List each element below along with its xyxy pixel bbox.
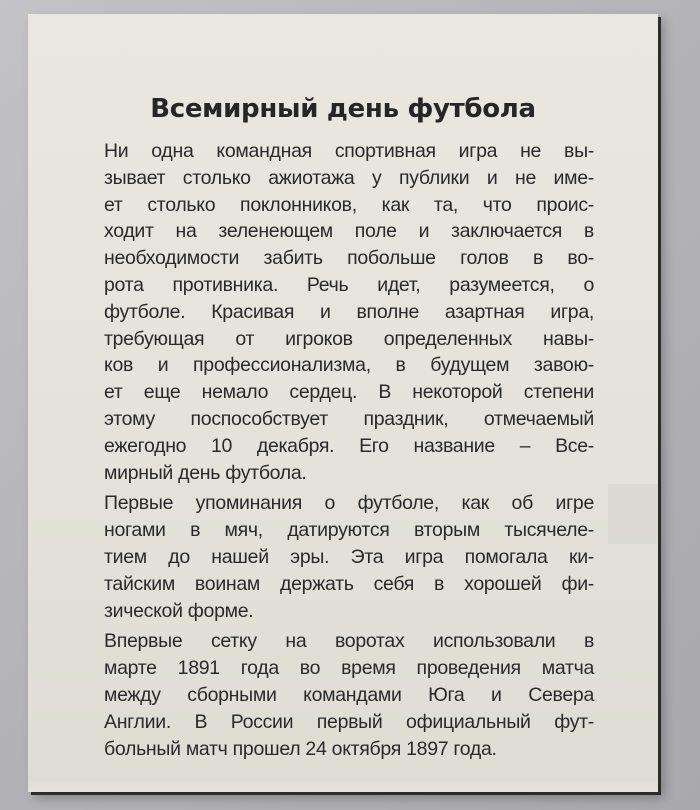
text-line: этому поспособствует праздник, отмечаемый — [104, 407, 594, 430]
text-line: между сборными командами Юга и Севера — [104, 683, 594, 706]
text-line: Англии. В России первый официальный фут- — [104, 710, 594, 733]
text-line: требующая от игроков определенных навы- — [104, 327, 594, 350]
text-line: ежегодно 10 декабря. Его название – Все- — [104, 434, 594, 457]
text-line: Первые упоминания о футболе, как об игре — [104, 492, 594, 515]
text-line: Впервые сетку на воротах использовали в — [104, 630, 594, 653]
paragraph-3 — [104, 628, 594, 762]
text-line: ет еще немало сердец. В некоторой степени — [104, 381, 594, 404]
paragraph-1 — [104, 138, 594, 486]
text-line: Ни одна командная спортивная игра не вы- — [104, 140, 594, 162]
text-line: зической форме. — [104, 599, 254, 622]
text-line: зывает столько ажиотажа у публики и не име- — [104, 166, 594, 189]
text-line: ходит на зеленеющем поле и заключается в — [104, 220, 594, 243]
text-line: больный матч прошел 24 октября 1897 года. — [104, 737, 497, 760]
text-line: тием до нашей эры. Эта игра помогала ки- — [104, 545, 594, 568]
newspaper-clipping — [28, 14, 658, 792]
text-line: необходимости забить побольше голов в во- — [104, 247, 594, 270]
text-line: ков и профессионализма, в будущем завою- — [104, 354, 594, 377]
text-line: марте 1891 года во время проведения матча — [104, 657, 594, 680]
text-line: мирный день футбола. — [104, 461, 307, 484]
paragraph-2 — [104, 490, 594, 624]
text-line: ногами в мяч, датируются вторым тысячеле- — [104, 519, 594, 542]
text-line: ет столько поклонников, как та, что проис- — [104, 193, 594, 216]
torn-edge — [28, 780, 658, 792]
text-line: тайским воинам держать себя в хорошей фи- — [104, 572, 594, 595]
text-line: футболе. Красивая и вполне азартная игра, — [104, 300, 594, 323]
text-line: рота противника. Речь идет, разумеется, о — [104, 273, 594, 296]
article-title: Всемирный день футбола — [150, 94, 536, 124]
article-body — [104, 138, 594, 762]
print-bleed-through — [608, 484, 658, 544]
